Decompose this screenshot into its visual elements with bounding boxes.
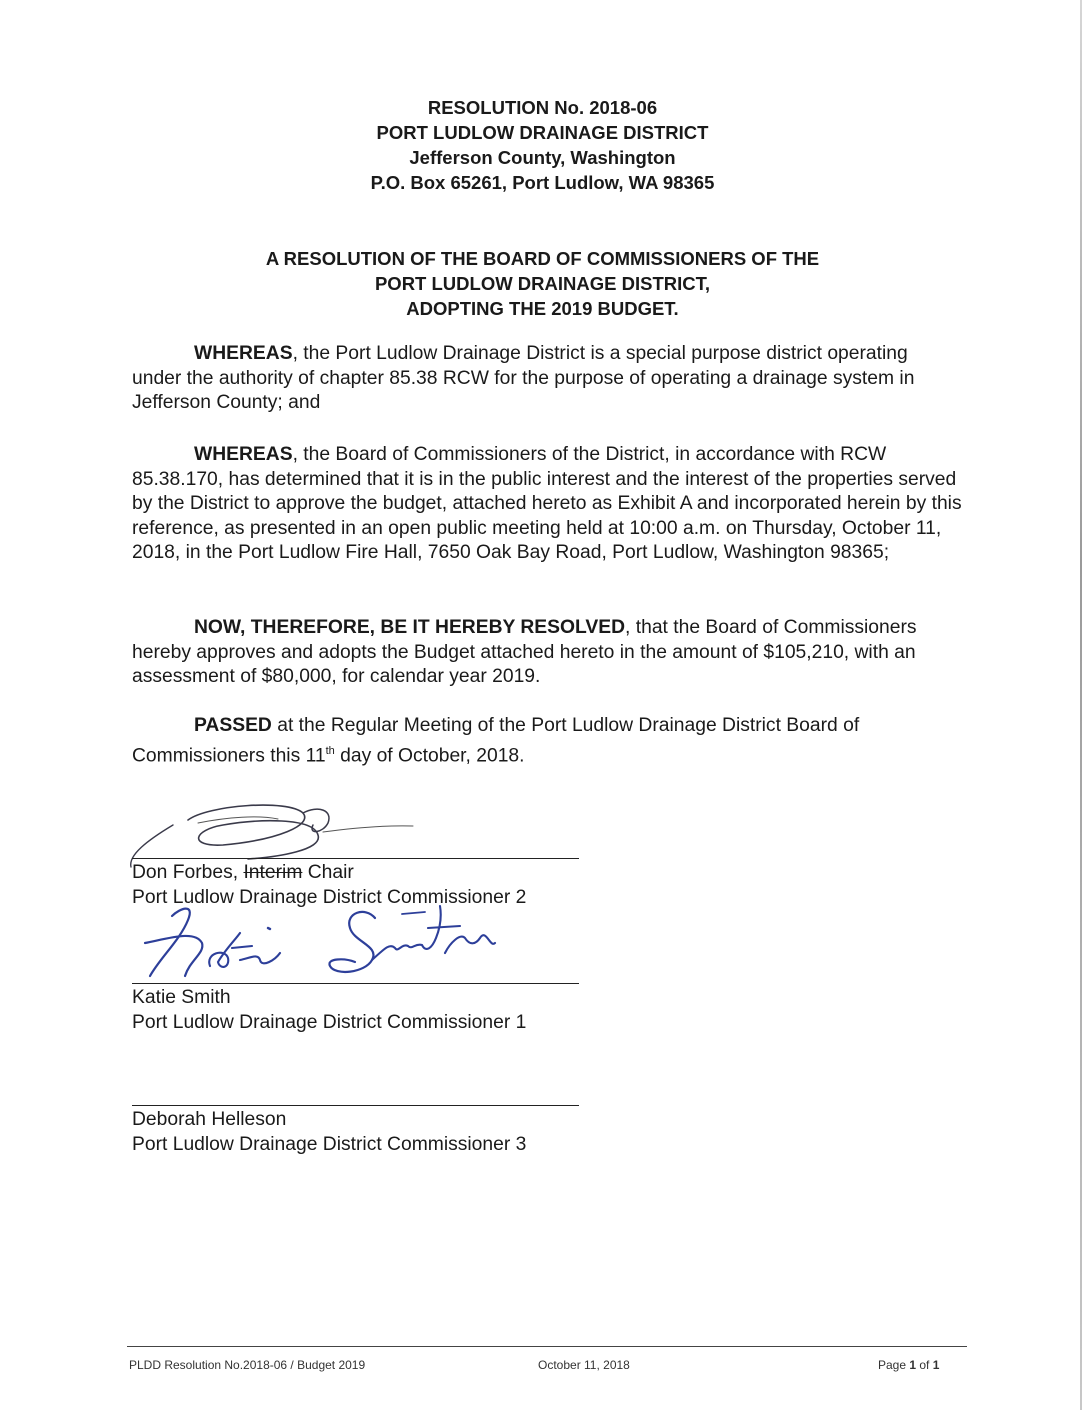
- title-line-1: A RESOLUTION OF THE BOARD OF COMMISSIONERS OF THE: [265, 248, 820, 269]
- mailing-address: P.O. Box 65261, Port Ludlow, WA 98365: [370, 172, 715, 193]
- whereas-text: , the Port Ludlow Drainage District is a special purpose district operating under the authority of chapter 85.38 RCW for the purpose of operating a drainage system in Jefferson County; and: [132, 343, 915, 414]
- district-name: PORT LUDLOW DRAINAGE DISTRICT: [376, 122, 709, 143]
- signer-title: Port Ludlow Drainage District Commissioner 3: [132, 1134, 527, 1155]
- ordinal-suffix: th: [325, 744, 335, 757]
- whereas-keyword: WHEREAS: [194, 343, 293, 364]
- resolution-title: [0, 246, 1085, 321]
- resolution-number: RESOLUTION No. 2018-06: [427, 97, 658, 118]
- footer-rule: [127, 1346, 967, 1347]
- whereas-paragraph-2: [132, 443, 962, 566]
- footer-page-number: Page 1 of 1: [878, 1358, 940, 1372]
- signer-title: Port Ludlow Drainage District Commissioner 1: [132, 1012, 527, 1033]
- title-line-3: ADOPTING THE 2019 BUDGET.: [406, 298, 679, 319]
- passed-text: at the Regular Meeting of the Port Ludlow Drainage District Board of Commissioners this 11: [132, 715, 860, 767]
- resolved-paragraph: [132, 616, 962, 690]
- signer-name: Don Forbes, Interim Chair: [132, 862, 354, 883]
- whereas-text: , the Board of Commissioners of the District, in accordance with RCW 85.38.170, has determined that it is in the public interest and the interest of the properties served by the District to approve the budget, attached hereto as Exhibit A and incorporated herein by this reference, as presented in an open public meeting held at 10:00 a.m. on Thursday, October 11, 2018, in the Port Ludlow Fire Hall, 7650 Oak Bay Road, Port Ludlow, Washington 98365;: [132, 444, 962, 564]
- page-edge: [1080, 0, 1082, 1410]
- county-state: Jefferson County, Washington: [409, 147, 676, 168]
- signer-name: Deborah Helleson: [132, 1109, 287, 1130]
- footer-document-id: PLDD Resolution No.2018-06 / Budget 2019: [129, 1358, 366, 1372]
- document-header: [0, 95, 1085, 195]
- signature-line: [132, 1105, 579, 1106]
- signer-title: Port Ludlow Drainage District Commissioner 2: [132, 887, 527, 908]
- signature-line: [132, 858, 579, 859]
- signature-katie-smith: [140, 898, 520, 988]
- signer-name: Katie Smith: [132, 987, 231, 1008]
- resolved-text: , that the Board of Commissioners hereby approves and adopts the Budget attached hereto in the amount of $105,210, with an assessment of $80,000, for calendar year 2019.: [132, 617, 917, 688]
- resolved-keyword: NOW, THEREFORE, BE IT HEREBY RESOLVED: [194, 617, 626, 638]
- passed-text-end: day of October, 2018.: [334, 745, 525, 767]
- signature-line: [132, 983, 579, 984]
- struck-text: Interim: [243, 862, 303, 883]
- whereas-paragraph-1: [132, 342, 962, 416]
- passed-paragraph: [132, 714, 962, 769]
- whereas-keyword: WHEREAS: [194, 444, 293, 465]
- footer-date: October 11, 2018: [538, 1358, 630, 1372]
- title-line-2: PORT LUDLOW DRAINAGE DISTRICT,: [374, 273, 711, 294]
- passed-keyword: PASSED: [194, 715, 272, 736]
